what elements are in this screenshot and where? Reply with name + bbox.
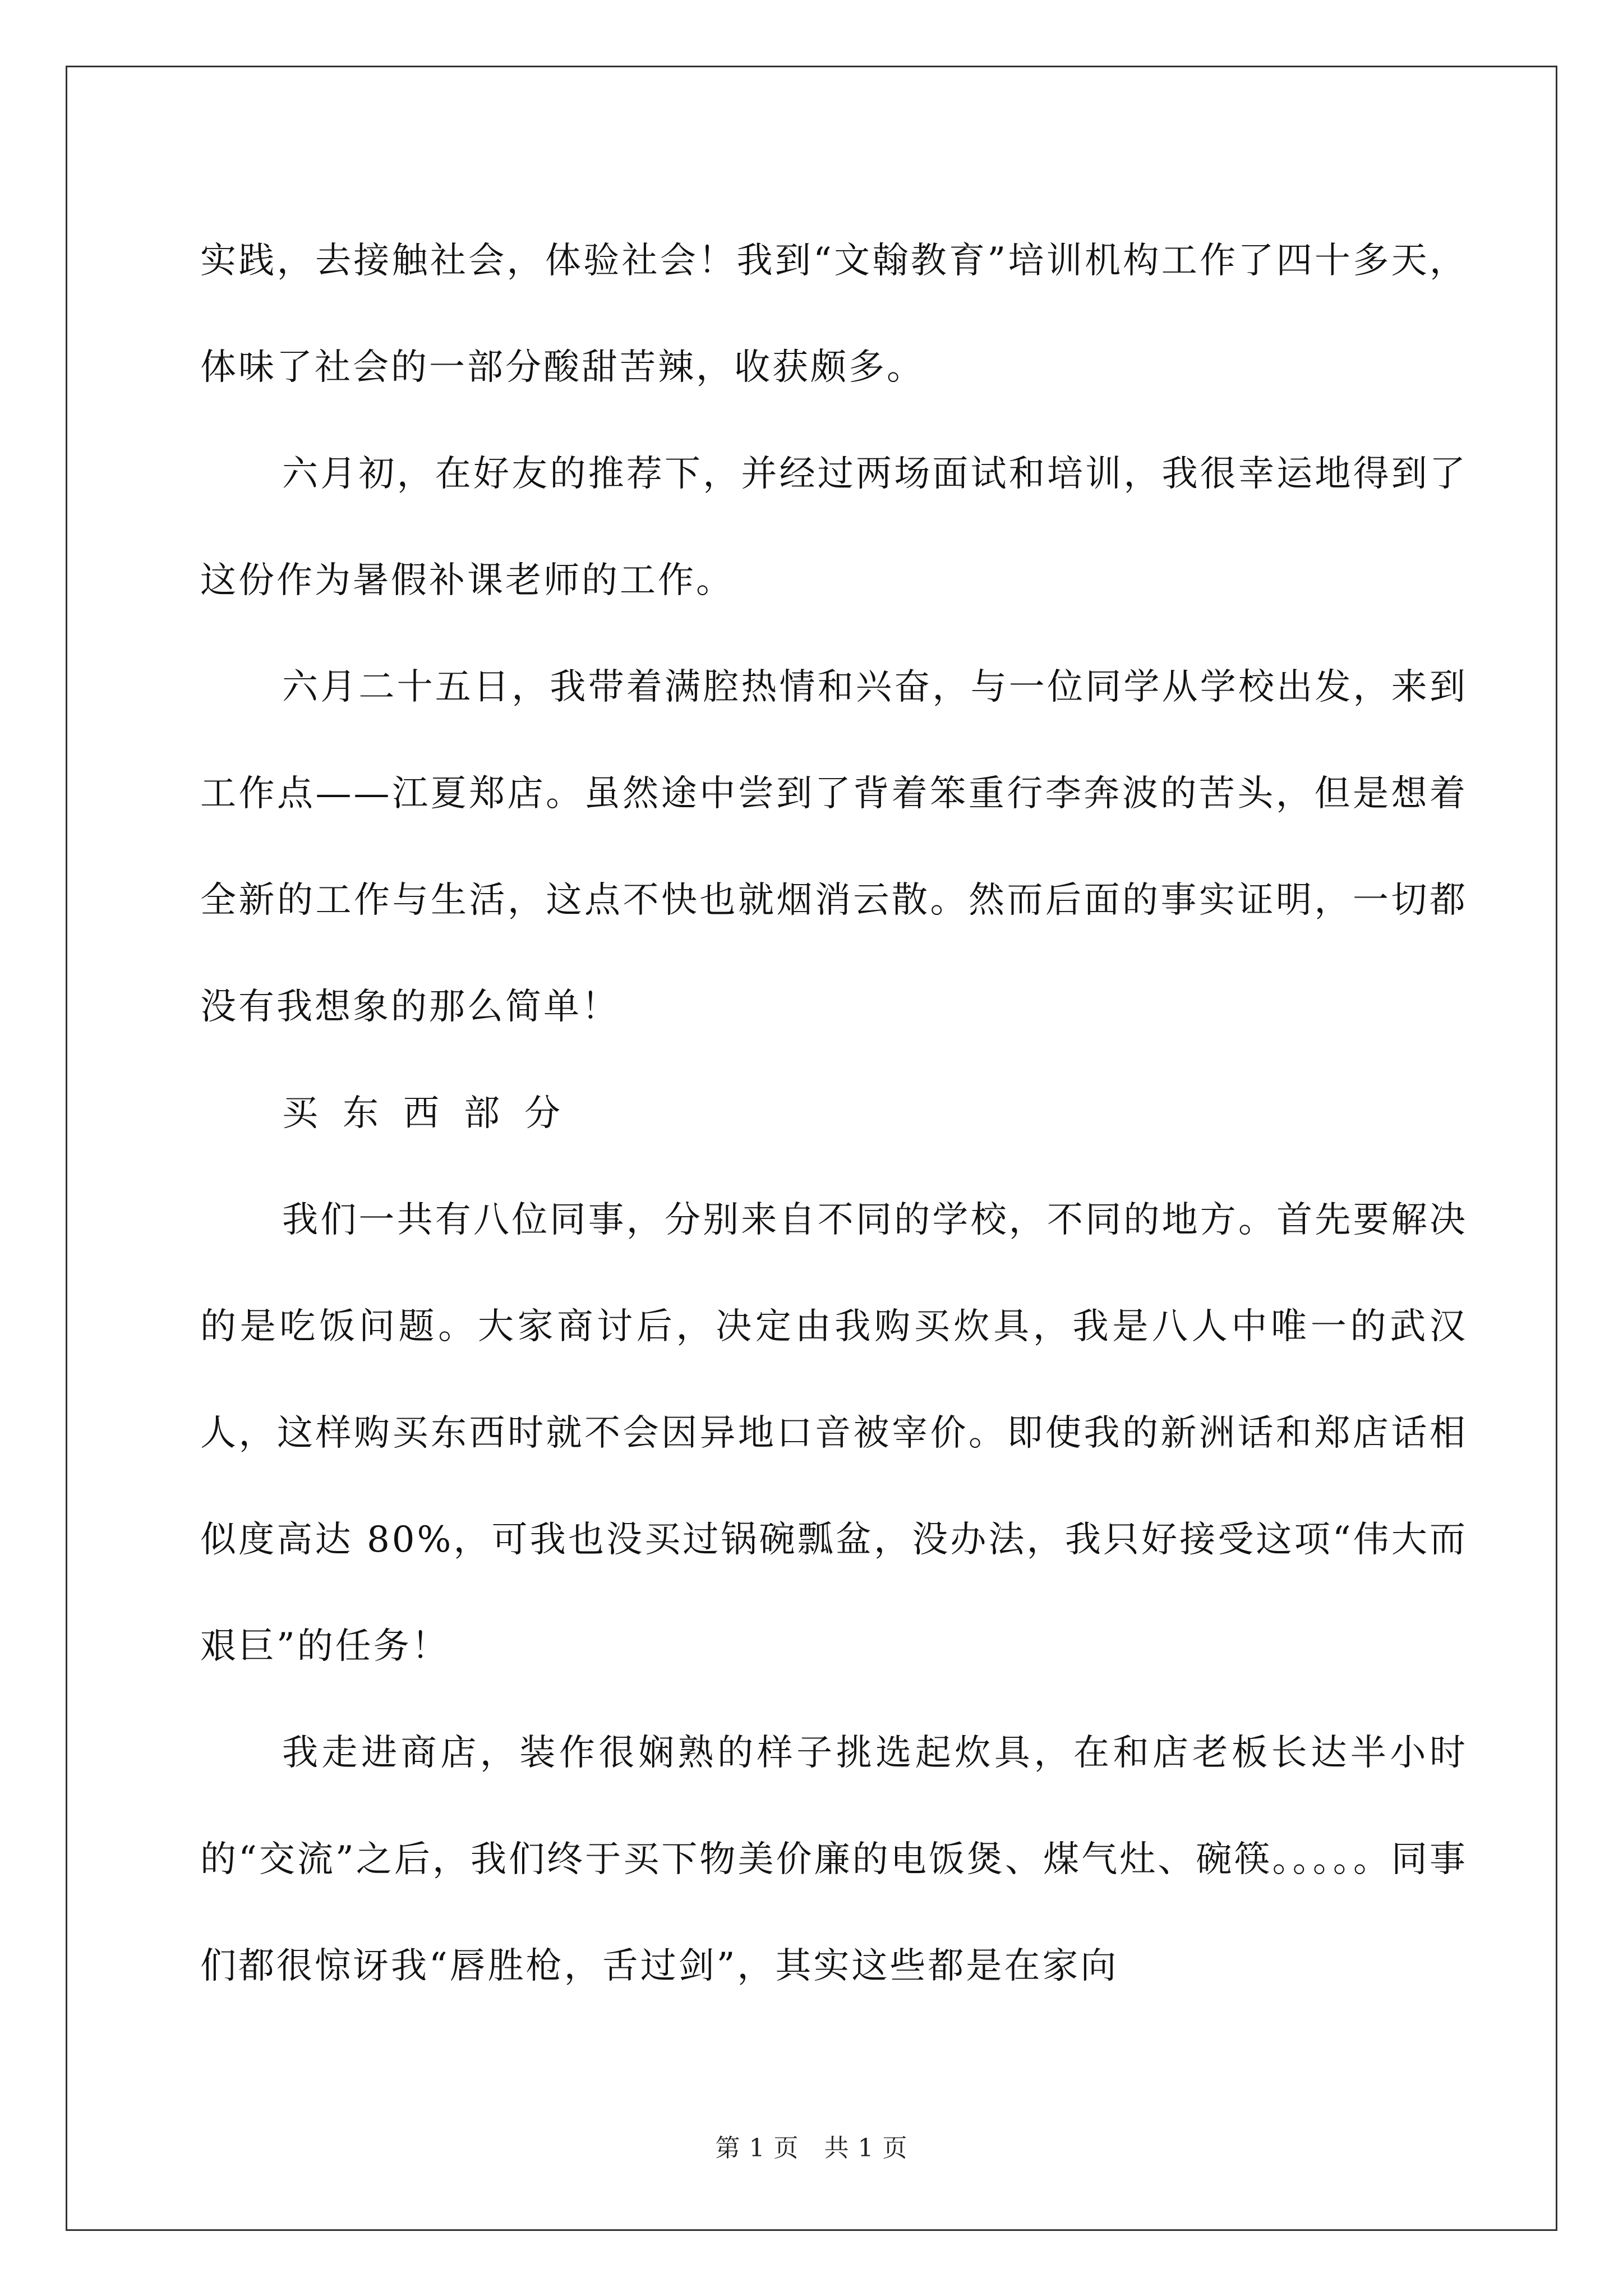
document-body [200, 208, 1468, 2019]
paragraph-1: 实践，去接触社会，体验社会！我到“文翰教育”培训机构工作了四十多天，体味了社会的一部分酸甜苦辣，收获颇多。 [200, 240, 1468, 388]
paragraph-4: 我们一共有八位同事，分别来自不同的学校，不同的地方。首先要解决的是吃饭问题。大家商讨后，决定由我购买炊具，我是八人中唯一的武汉人，这样购买东西时就不会因异地口音被宰价。即使我的新洲话和郑店话相似度高达 80%，可我也没买过锅碗瓢盆，没办法，我只好接受这项“伟大而艰巨”的任务！ [200, 1199, 1468, 1667]
paragraph-2: 六月初，在好友的推荐下，并经过两场面试和培训，我很幸运地得到了这份作为暑假补课老师的工作。 [200, 453, 1468, 601]
paragraph-3: 六月二十五日，我带着满腔热情和兴奋，与一位同学从学校出发，来到工作点——江夏郑店。虽然途中尝到了背着笨重行李奔波的苦头，但是想着全新的工作与生活，这点不快也就烟消云散。然而后面的事实证明，一切都没有我想象的那么简单！ [200, 666, 1468, 1028]
section-heading: 买东西部分 [282, 1093, 585, 1134]
page-number-footer: 第 1 页 共 1 页 [715, 2134, 908, 2162]
paragraph-5: 我走进商店，装作很娴熟的样子挑选起炊具，在和店老板长达半小时的“交流”之后，我们终于买下物美价廉的电饭煲、煤气灶、碗筷。。。。。同事们都很惊讶我“唇胜枪，舌过剑”，其实这些都是在家向 [200, 1732, 1468, 1987]
